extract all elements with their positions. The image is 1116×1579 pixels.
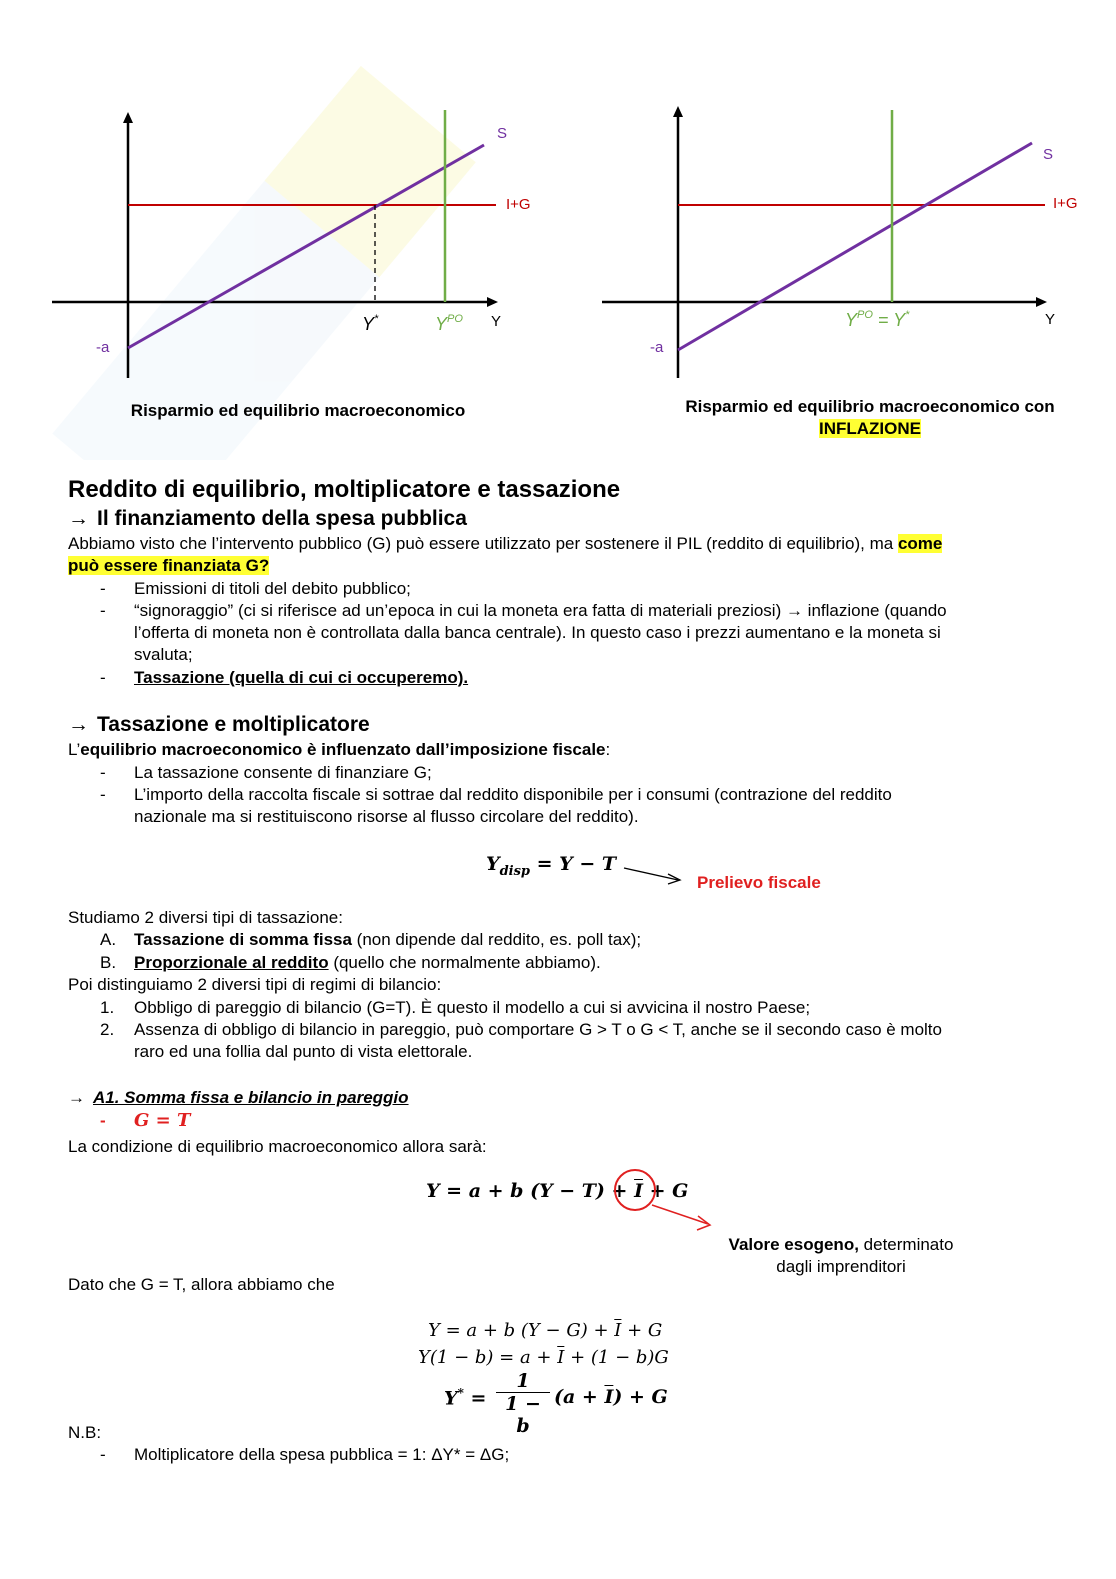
bullet-dash: - [100,785,106,804]
tax-text-bold: equilibrio macroeconomico è influenzato dall’imposizione fiscale [80,740,606,759]
financing-paragraph-line1 [68,533,942,555]
nb-item-text: Moltiplicatore della spesa pubblica = 1: ΔY* = ΔG; [134,1445,510,1464]
marker: 1. [100,998,115,1017]
section-tax-title: Tassazione e moltiplicatore [97,713,370,736]
list-item [100,667,469,689]
y-axis-arrowhead [673,106,683,117]
given-text: Dato che G = T, allora abbiamo che [68,1275,335,1294]
s-label: S [1043,146,1054,163]
tax-text-a: L’ [68,740,81,759]
neg-a-label: -a [96,339,110,356]
exogenous-marker [612,1168,722,1240]
financing-highlight-1: come [897,534,943,553]
arrow-icon: → [68,713,89,736]
bullet-dash: - [100,1111,106,1130]
section-financing-heading [68,507,467,531]
list-item-text: L’importo della raccolta fiscale si sottrae dal reddito disponibile per i consumi (contrazione del reddito [134,785,892,804]
ypo-label: $Y^{PO}$ [435,313,463,334]
list-item-text: La tassazione consente di finanziare G; [134,763,432,782]
ystar-label: Y* [362,313,379,334]
investment-symbol: $\overline{I}$ [634,1180,643,1202]
regime-2 [100,1019,942,1041]
ypo-ystar-label: $Y^{PO} = Y^*$ [845,309,910,330]
y-axis-label: Y [491,313,502,330]
financing-text: Abbiamo visto che l’intervento pubblico (G) può essere utilizzato per sostenere il PIL (reddito di equilibrio), ma [68,534,898,553]
a1-title: A1. Somma fissa e bilancio in pareggio [93,1088,409,1107]
chart1-caption: Risparmio ed equilibrio macroeconomico [130,401,466,420]
regime-2-continuation: raro ed una follia dal punto di vista elettorale. [134,1042,473,1061]
list-item [100,600,947,622]
section-financing-title: Il finanziamento della spesa pubblica [97,507,467,530]
bullet-dash: - [100,668,106,687]
regime-1-text: Obbligo di pareggio di bilancio (G=T). È questo il modello a cui si avvicina il nostro Paese; [134,998,811,1017]
list-item [100,762,432,784]
financing-highlight-2: può essere finanziata G? [68,556,270,575]
a1-condition-formula: G = T [134,1110,191,1131]
page-title: Reddito di equilibrio, moltiplicatore e tassazione [68,476,621,503]
chart2-caption-line1: Risparmio ed equilibrio macroeconomico con [685,397,1055,416]
regime-2-text: Assenza di obbligo di bilancio in pareggio, può comportare G > T o G < T, anche se il secondo caso è molto [134,1020,942,1039]
prelievo-fiscale-note: Prelievo fiscale [697,873,821,892]
y-axis-label: Y [1045,311,1056,328]
s-line [128,145,484,348]
x-axis-arrowhead [1036,297,1047,307]
arrow-icon: → [68,507,89,530]
bullet-dash: - [100,1445,106,1464]
a1-heading [68,1087,409,1109]
tax-type-a [100,929,642,951]
marker: 2. [100,1020,115,1039]
arrow-to-prelievo [622,864,686,888]
bullet-dash: - [100,601,106,620]
nb-item [100,1444,510,1466]
section-tax-heading [68,713,370,737]
tax-type-b-bold: Proporzionale al reddito [134,953,329,972]
tax-type-b-rest: (quello che normalmente abbiamo). [328,953,601,972]
list-item-continuation: svaluta; [134,645,193,664]
list-item-continuation: l’offerta di moneta non è controllata dalla banca centrale). In questo caso i prezzi aumentano e la moneta si [134,623,941,642]
tax-type-b [100,952,601,974]
list-item-text: Tassazione (quella di cui ci occuperemo). [134,668,469,687]
a1-paragraph: La condizione di equilibrio macroeconomico allora sarà: [68,1137,487,1156]
tax-text-c: : [605,740,611,759]
equation-3: $Y(1 - b) = a + \overline{I} + (1 - b)G$ [418,1347,669,1368]
regime-1 [100,997,811,1019]
a1-condition [100,1110,191,1132]
neg-a-label: -a [650,339,664,356]
exogenous-line2: dagli imprenditori [776,1257,906,1276]
equilibrium-equation: Y = a + b $(Y - T) + \overline{I} + G$ [426,1180,689,1202]
arrow-icon: → [68,1088,85,1107]
ig-label: I+G [506,196,531,213]
tax-paragraph [68,739,610,761]
equation-2: Y = a + b $(Y - G) + \overline{I} + G$ [428,1320,663,1341]
exogenous-note [710,1234,972,1278]
inflation-highlight: INFLAZIONE [819,419,921,438]
exogenous-rest: determinato [858,1235,954,1254]
bullet-dash: - [100,763,106,782]
list-item [100,784,892,806]
regimes-intro: Poi distinguiamo 2 diversi tipi di regimi di bilancio: [68,975,442,994]
y-axis-arrowhead [123,112,133,123]
tax-type-a-rest: (non dipende dal reddito, es. poll tax); [351,930,642,949]
list-item-continuation: nazionale ma si restituiscono risorse al flusso circolare del reddito). [134,807,639,826]
financing-paragraph-line2 [68,555,269,577]
s-label: S [497,125,508,142]
chart-saving-equilibrium-inflation [590,100,1100,400]
list-item-text: “signoraggio” (ci si riferisce ad un’epoca in cui la moneta era fatta di materiali preziosi) → inflazione (quando [134,601,947,620]
exogenous-bold: Valore esogeno, [728,1235,859,1254]
marker: A. [100,930,117,949]
fraction: 1 1 − b [496,1370,550,1437]
ig-label: I+G [1053,195,1078,212]
list-item [100,578,411,600]
chart2-caption [660,397,1080,439]
tax-types-intro: Studiamo 2 diversi tipi di tassazione: [68,908,343,927]
x-axis-arrowhead [487,297,498,307]
ydisp-formula: $Y_{disp} = Y - T$ [486,853,617,879]
tax-type-a-bold: Tassazione di somma fissa [134,930,352,949]
nb-label: N.B: [68,1423,102,1442]
bullet-dash: - [100,579,106,598]
list-item-text: Emissioni di titoli del debito pubblico; [134,579,411,598]
chart-saving-equilibrium [40,100,560,400]
marker: B. [100,953,117,972]
